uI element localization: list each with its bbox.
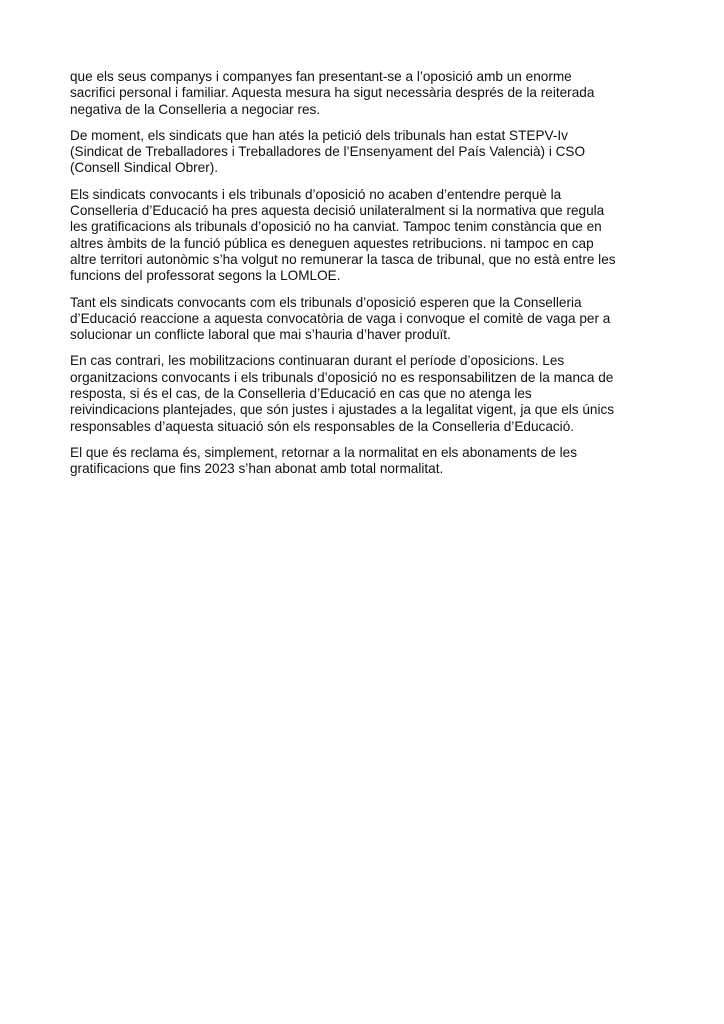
- paragraph-6: [70, 445, 660, 478]
- paragraph-line: El que és reclama és, simplement, retornar a la normalitat en els abonaments de les: [70, 444, 577, 460]
- paragraph-line: gratificacions que fins 2023 s’han abonat amb total normalitat.: [70, 461, 444, 477]
- paragraph-line: organitzacions convocants i els tribunals d’oposició no es responsabilitzen de la manca de: [70, 369, 614, 385]
- paragraph-line: sacrifici personal i familiar. Aquesta mesura ha sigut necessària després de la reiterada: [70, 85, 595, 101]
- paragraph-line: que els seus companys i companyes fan presentant-se a l’oposició amb un enorme: [70, 69, 572, 84]
- paragraph-2: [70, 128, 660, 177]
- paragraph-line: (Consell Sindical Obrer).: [70, 160, 219, 176]
- paragraph-line: (Sindicat de Treballadores i Treballadores de l’Ensenyament del País Valencià) i CSO: [70, 144, 586, 160]
- paragraph-1: [70, 69, 660, 118]
- paragraph-3: [70, 187, 660, 285]
- paragraph-line: Els sindicats convocants i els tribunals d’oposició no acaben d’entendre perquè la: [70, 186, 562, 202]
- document-body: [70, 69, 660, 488]
- paragraph-line: negativa de la Conselleria a negociar res.: [70, 101, 321, 117]
- paragraph-line: altres àmbits de la funció pública es deneguen aquestes retribucions. ni tampoc en cap: [70, 235, 594, 251]
- paragraph-line: reivindicacions plantejades, que són justes i ajustades a la legalitat vigent, ja que els únics: [70, 402, 615, 418]
- paragraph-line: Tant els sindicats convocants com els tribunals d’oposició esperen que la Conselleria: [70, 294, 582, 310]
- paragraph-4: [70, 295, 660, 344]
- paragraph-line: Conselleria d’Educació ha pres aquesta decisió unilateralment si la normativa que regula: [70, 203, 605, 219]
- paragraph-line: En cas contrari, les mobilitzacions continuaran durant el període d’oposicions. Les: [70, 353, 565, 369]
- paragraph-line: d’Educació reaccione a aquesta convocatòria de vaga i convoque el comitè de vaga per a: [70, 310, 611, 326]
- paragraph-line: De moment, els sindicats que han atés la petició dels tribunals han estat STEPV-Iv: [70, 127, 568, 143]
- paragraph-line: responsables d’aquesta situació són els responsables de la Conselleria d’Educació.: [70, 418, 575, 434]
- paragraph-line: funcions del professorat segons la LOMLOE.: [70, 268, 341, 284]
- paragraph-line: resposta, si és el cas, de la Conselleria d’Educació en cas que no atenga les: [70, 386, 532, 402]
- paragraph-5: [70, 353, 660, 434]
- paragraph-line: altre territori autonòmic s’ha volgut no remunerar la tasca de tribunal, que no està entre les: [70, 251, 616, 267]
- paragraph-line: les gratificacions als tribunals d’oposició no ha canviat. Tampoc tenim constància que en: [70, 219, 602, 235]
- paragraph-line: solucionar un conflicte laboral que mai s’hauria d’haver produït.: [70, 327, 451, 343]
